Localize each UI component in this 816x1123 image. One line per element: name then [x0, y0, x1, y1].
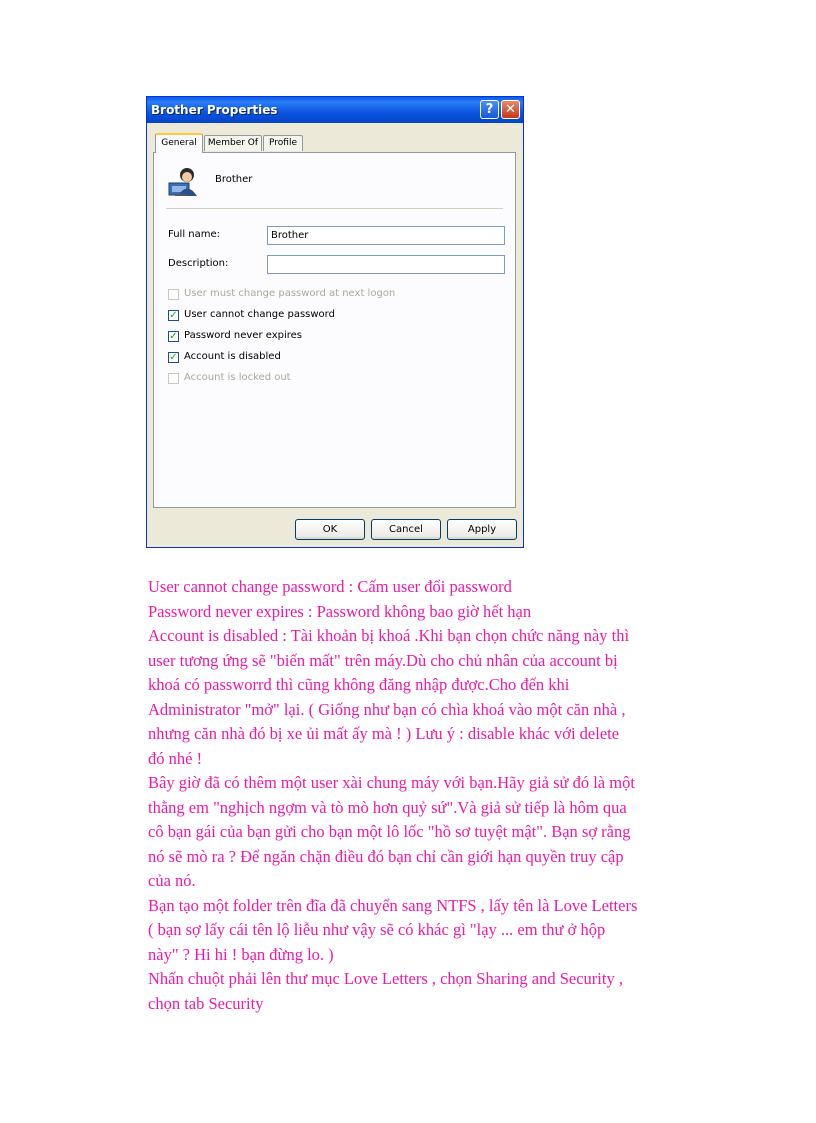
text-line: ( bạn sợ lấy cái tên lộ liễu như vậy sẽ có khác gì "lạy ... em thư ở hộp — [148, 920, 606, 939]
checkbox-label: Password never expires — [184, 330, 303, 341]
checkbox-box[interactable] — [168, 289, 179, 300]
dialog-titlebar[interactable] — [147, 97, 523, 123]
text-line: Password never expires : Password không bao giờ hết hạn — [148, 601, 532, 621]
brother-properties-dialog — [146, 96, 524, 548]
full-name-label: Full name: — [168, 229, 221, 240]
cancel-button[interactable]: Cancel — [371, 519, 441, 540]
text-line: này" ? Hi hi ! bạn đừng lo. ) — [148, 944, 334, 964]
text-line: cô bạn gái của bạn gửi cho bạn một lô lốc "hồ sơ tuyệt mật". Bạn sợ rằng — [148, 822, 631, 841]
text-line: User cannot change password : Cấm user đổi password — [148, 577, 512, 596]
user-name: Brother — [215, 174, 253, 185]
text-line: của nó. — [148, 871, 196, 890]
tab-general[interactable]: General — [155, 133, 203, 153]
checkbox-label: User cannot change password — [184, 309, 335, 320]
text-line: user tương ứng sẽ "biến mất" trên máy.Dù cho chủ nhân của account bị — [148, 650, 618, 670]
article-text — [148, 575, 678, 1016]
checkbox-label: Account is disabled — [184, 351, 281, 362]
text-line: Nhấn chuột phải lên thư mục Love Letters , chọn Sharing and Security , — [148, 969, 623, 988]
checkbox-box[interactable] — [168, 373, 179, 384]
checkmark-icon[interactable]: ✓ — [169, 310, 178, 321]
checkmark-icon[interactable]: ✓ — [169, 352, 178, 363]
description-field[interactable] — [267, 255, 505, 274]
text-line: nhưng căn nhà đó bị xe ủi mất ấy mà ! ) Lưu ý : disable khác với delete — [148, 724, 620, 743]
ok-button[interactable]: OK — [295, 519, 365, 540]
text-line: Administrator "mở" lại. ( Giống như bạn có chìa khoá vào một căn nhà , — [148, 699, 626, 719]
text-line: Account is disabled : Tài khoản bị khoá .Khi bạn chọn chức năng này thì — [148, 626, 630, 645]
text-line: chọn tab Security — [148, 993, 264, 1013]
text-line: Bạn tạo một folder trên đĩa đã chuyển sang NTFS , lấy tên là Love Letters — [148, 895, 638, 915]
text-line: thằng em "nghịch ngợm và tò mò hơn quỷ sứ".Và giả sử tiếp là hôm qua — [148, 797, 627, 817]
tab-profile[interactable]: Profile — [263, 135, 303, 151]
user-icon — [167, 165, 201, 197]
close-icon[interactable]: ✕ — [501, 100, 520, 119]
checkmark-icon[interactable]: ✓ — [169, 331, 178, 342]
apply-button[interactable]: Apply — [447, 519, 517, 540]
general-tab-panel — [153, 152, 516, 508]
text-line: Bây giờ đã có thêm một user xài chung máy với bạn.Hãy giả sử đó là một — [148, 773, 635, 792]
text-line: đó nhé ! — [148, 748, 203, 768]
tab-member-of[interactable]: Member Of — [204, 135, 262, 151]
description-label: Description: — [168, 258, 229, 269]
checkbox-label: Account is locked out — [184, 372, 291, 383]
separator — [166, 208, 503, 209]
full-name-field[interactable] — [267, 226, 505, 245]
checkbox-label: User must change password at next logon — [184, 288, 396, 299]
help-icon[interactable]: ? — [480, 100, 499, 119]
text-line: nó sẽ mò ra ? Để ngăn chặn điều đó bạn chỉ cần giới hạn quyền truy cập — [148, 846, 624, 866]
dialog-title: Brother Properties — [151, 103, 278, 117]
text-line: khoá có passworrd thì cũng không đăng nhập được.Cho đến khi — [148, 675, 570, 694]
